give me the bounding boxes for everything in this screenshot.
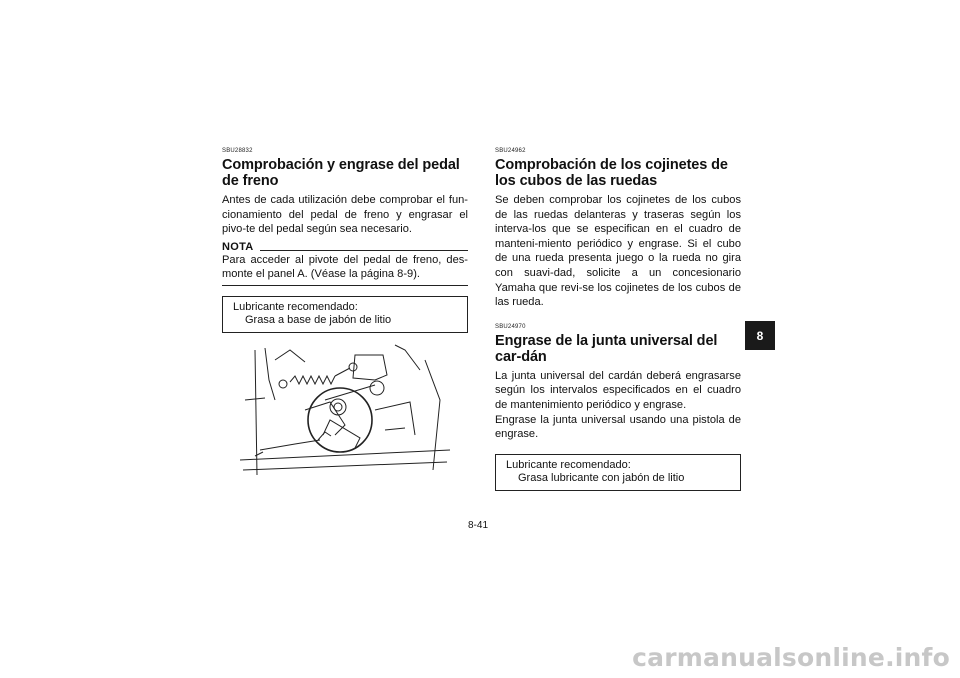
brake-pedal-illustration bbox=[235, 340, 455, 482]
left-column bbox=[222, 148, 468, 333]
universal-joint-body-1: La junta universal del cardán deberá engrasarse según los intervalos especificados en el cuadro de mantenimiento periódico y engrase. bbox=[495, 369, 741, 411]
lubricant-value: Grasa lubricante con jabón de litio bbox=[518, 471, 685, 484]
lubricant-label: Lubricante recomendado: bbox=[506, 458, 631, 471]
universal-joint-body-2: Engrase la junta universal usando una pistola de engrase. bbox=[495, 413, 741, 441]
watermark-logo: carmanualsonline.info bbox=[632, 643, 950, 672]
nota-label: NOTA bbox=[222, 240, 254, 253]
brake-pedal-body: Antes de cada utilización debe comprobar el fun-cionamiento del pedal de freno y engrasar el pivo-te del pedal según sea necesario. bbox=[222, 194, 468, 236]
nota-rule bbox=[260, 250, 468, 251]
page-number: 8-41 bbox=[468, 520, 489, 531]
nota-header bbox=[222, 241, 468, 253]
section-title-universal-joint: Engrase de la junta universal del car-dán bbox=[495, 332, 718, 365]
section-title-wheel-bearings: Comprobación de los cojinetes de los cubos de las ruedas bbox=[495, 157, 728, 189]
section-title-brake-pedal: Comprobación y engrase del pedal de freno bbox=[222, 157, 460, 189]
wheel-bearings-body: Se deben comprobar los cojinetes de los cubos de las ruedas delanteras y traseras según los interva-los que se especifican en el cuadro de manteni-miento periódico y engrase. Si el cubo de una rueda presenta juego o la rueda no gira con suavi-dad, solicite a un concesionario Yamaha que revi-se los cojinetes de los cubos de las rueda. bbox=[495, 194, 741, 309]
lubricant-box bbox=[222, 296, 468, 333]
section-code: SBU24970 bbox=[495, 323, 526, 330]
chapter-tab: 8 bbox=[745, 321, 775, 350]
lubricant-box bbox=[495, 454, 741, 491]
right-column bbox=[495, 148, 741, 491]
lubricant-label: Lubricante recomendado: bbox=[233, 300, 358, 313]
nota-end-rule bbox=[222, 285, 468, 286]
lubricant-value: Grasa a base de jabón de litio bbox=[245, 313, 392, 326]
nota-text: Para acceder al pivote del pedal de freno, des-monte el panel A. (Véase la página 8-9). bbox=[222, 253, 468, 281]
section-code: SBU28832 bbox=[222, 148, 253, 154]
section-code: SBU24962 bbox=[495, 148, 526, 154]
